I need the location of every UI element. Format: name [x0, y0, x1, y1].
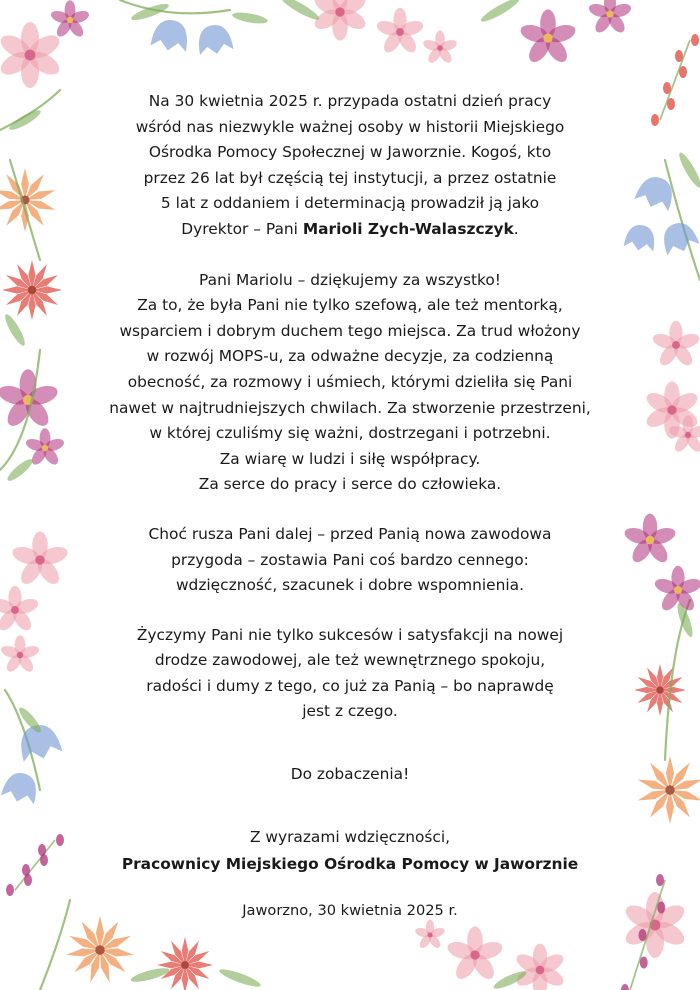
leaf-decoration [231, 10, 268, 25]
bud-spray [651, 34, 699, 126]
pink-blossom-icon [422, 30, 458, 65]
place-date: Jaworzno, 30 kwietnia 2025 r. [242, 901, 458, 919]
orchid-icon [518, 9, 577, 65]
thanks-paragraph [92, 268, 608, 498]
pink-blossom-icon [0, 586, 40, 634]
text-line: w której czuliśmy się ważni, dostrzegani i potrzebni. [149, 424, 551, 443]
pink-blossom-icon [375, 8, 425, 56]
pink-blossom-icon [0, 635, 40, 674]
leaf-decoration [279, 0, 322, 23]
text-line: Ośrodka Pomocy Społecznej w Jaworznie. Kogoś, kto [148, 143, 552, 162]
leaf-decoration [2, 312, 28, 348]
text-line: Choć rusza Pani dalej – przed Panią nowa zawodowa [148, 524, 552, 543]
pink-blossom-icon [651, 321, 700, 369]
orchid-icon [50, 0, 91, 39]
red-aster-icon [157, 937, 213, 990]
bellflower-icon [634, 172, 678, 213]
text-line: wdzięczność, szacunek i dobre wspomnienia. [175, 576, 525, 595]
signature: Pracownicy Miejskiego Ośrodka Pomocy w Jaworznie [121, 855, 579, 874]
pink-blossom-icon [414, 920, 446, 950]
leaf-decoration [218, 966, 262, 990]
leaf-decoration [7, 107, 43, 133]
orange-daisy-icon [66, 916, 134, 984]
pink-blossom-icon [514, 944, 567, 990]
orange-daisy-icon [636, 756, 700, 824]
red-aster-icon [2, 260, 62, 320]
farewell-letter [92, 89, 608, 923]
leaf-decoration [676, 150, 700, 189]
closing-text: Z wyrazami wdzięczności, [249, 827, 451, 846]
text-line: jest z czego. [302, 702, 398, 721]
text-line: Pani Mariolu – dziękujemy za wszystko! [199, 270, 501, 289]
text-line: Za to, że była Pani nie tylko szefową, ale też mentorką, [137, 296, 563, 315]
director-name: Marioli Zych-Walaszczyk [302, 219, 514, 238]
wishes-paragraph [92, 623, 608, 725]
text-line: 5 lat z oddaniem i determinacją prowadził ją jako [160, 194, 540, 213]
leaf-decoration [479, 0, 522, 25]
corner-stem [0, 90, 60, 130]
bellflower-icon [623, 223, 657, 253]
text-line: nawet w najtrudniejszych chwilach. Za stworzenie przestrzeni, [109, 398, 591, 417]
pink-blossom-icon [622, 892, 688, 958]
intro-suffix: . [513, 219, 519, 238]
text-line: w rozwój MOPS-u, za odważne decyzje, za codzienną [146, 347, 554, 366]
text-line: wsparciem i dobrym duchem tego miejsca. Za trud włożony [119, 321, 581, 340]
text-line: Życzymy Pani nie tylko sukcesów i satysfakcji na nowej [136, 625, 564, 644]
intro-prefix: Dyrektor – Pani [181, 219, 303, 238]
orchid-icon [623, 514, 678, 566]
text-line [92, 217, 608, 243]
orchid-icon [587, 0, 633, 35]
text-line: przygoda – zostawia Pani coś bardzo cennego: [171, 550, 529, 569]
text-line: obecność, za rozmowy i uśmiech, którymi dzieliła się Pani [127, 372, 573, 391]
leaf-decoration [5, 456, 35, 483]
pink-blossom-icon [311, 0, 368, 41]
pink-blossom-icon [445, 926, 504, 982]
text-line: Za serce do pracy i serce do człowieka. [198, 475, 502, 494]
bellflower-icon [195, 22, 234, 56]
text-line: przez 26 lat był częścią tej instytucji, a przez ostatnie [143, 168, 557, 187]
text-line: radości i dumy z tego, co już za Panią – bo naprawdę [146, 676, 554, 695]
text-line: Na 30 kwietnia 2025 r. przypada ostatni dzień pracy [148, 92, 552, 110]
bud-spray [6, 834, 64, 896]
text-line: wśród nas niezwykle ważnej osoby w historii Miejskiego [135, 117, 565, 136]
farewell-paragraph [92, 522, 608, 599]
signature-line [92, 852, 608, 878]
text-line: Za wiarę w ludzi i siłę współpracy. [219, 449, 481, 468]
bellflower-icon [658, 218, 700, 257]
leaf-decoration [130, 965, 171, 984]
see-you-text: Do zobaczenia! [290, 765, 410, 784]
red-aster-icon [634, 664, 686, 716]
orchid-icon [0, 369, 60, 430]
top-stem [120, 0, 230, 13]
orchid-icon [653, 566, 700, 614]
bottom-stem [40, 900, 70, 990]
bellflower-icon [150, 17, 191, 53]
pink-blossom-icon [10, 531, 69, 587]
bellflower-icon [0, 769, 40, 806]
pink-blossom-icon [0, 22, 63, 88]
text-line: drodze zawodowej, ale też wewnętrznego spokoju, [154, 651, 546, 670]
intro-paragraph [92, 89, 608, 243]
